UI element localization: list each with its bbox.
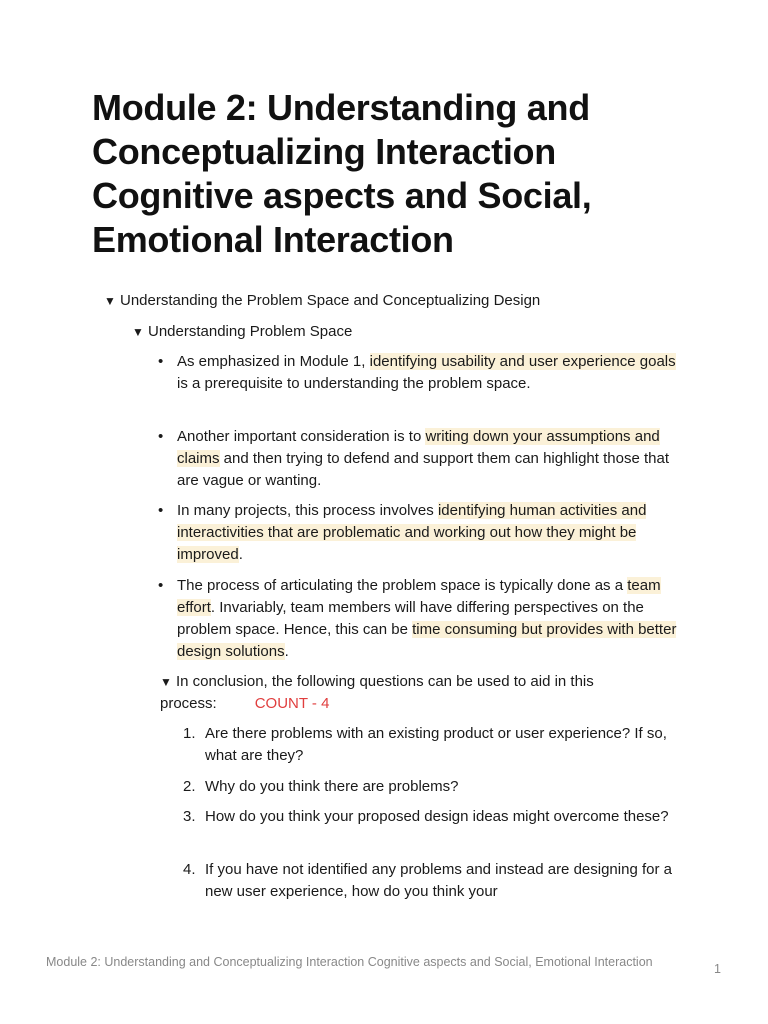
triangle-down-icon[interactable]: ▼ xyxy=(160,675,172,689)
question-text: If you have not identified any problems and instead are designing for a new user experience, how do you think your xyxy=(205,861,672,900)
count-label: COUNT - 4 xyxy=(254,695,330,712)
question-text: Are there problems with an existing product or user experience? If so, what are they? xyxy=(205,725,667,764)
page-footer: Module 2: Understanding and Conceptualizing Interaction Cognitive aspects and Social, Emotional Interaction xyxy=(46,955,653,969)
bullet-dot-icon: • xyxy=(158,353,164,370)
text-run: Another important consideration is to xyxy=(177,428,426,445)
highlight: writing down your assumptions and claims xyxy=(177,428,660,467)
page-title: Module 2: Understanding and Conceptualizing Interaction Cognitive aspects and Social, Emotional Interaction xyxy=(92,87,592,260)
text-run: The process of articulating the problem space is typically done as a xyxy=(177,577,628,594)
item-number: 2. xyxy=(183,778,196,795)
list-item-text xyxy=(177,351,677,395)
text-run: and then trying to defend and support them can highlight those that are vague or wanting. xyxy=(177,450,669,489)
item-number: 3. xyxy=(183,808,196,825)
text-run: . Invariably, team members will have differing perspectives on the problem space. Hence, this can be xyxy=(177,599,644,638)
bullet-dot-icon: • xyxy=(158,428,164,445)
list-item-text xyxy=(177,575,677,663)
toggle-problem-space-design[interactable] xyxy=(104,290,540,312)
list-item-text xyxy=(177,500,677,566)
list-item-text xyxy=(177,426,677,492)
highlight: identifying human activities and interactivities that are problematic and working out how they might be improved xyxy=(177,502,647,563)
highlight: team effort xyxy=(177,577,661,616)
triangle-down-icon[interactable]: ▼ xyxy=(132,325,144,339)
toggle-understanding-problem-space[interactable] xyxy=(132,321,352,343)
text-run: As emphasized in Module 1, xyxy=(177,353,370,370)
text-run: . xyxy=(238,546,243,563)
page-number: 1 xyxy=(714,962,721,976)
text-run: . xyxy=(284,643,289,660)
item-number: 4. xyxy=(183,861,196,878)
bullet-dot-icon: • xyxy=(158,577,164,594)
bullet-dot-icon: • xyxy=(158,502,164,519)
question-text: How do you think your proposed design ideas might overcome these? xyxy=(205,808,669,825)
text-run: In many projects, this process involves xyxy=(177,502,438,519)
triangle-down-icon[interactable]: ▼ xyxy=(104,294,116,308)
highlight: time consuming but provides with better design solutions xyxy=(177,621,677,660)
highlight: identifying usability and user experience goals xyxy=(369,353,676,370)
item-number: 1. xyxy=(183,725,196,742)
question-text: Why do you think there are problems? xyxy=(205,778,459,795)
toggle-label: Understanding the Problem Space and Conceptualizing Design xyxy=(120,292,541,309)
text-run: is a prerequisite to understanding the problem space. xyxy=(177,375,531,392)
toggle-label: In conclusion, the following questions can be used to aid in this process: xyxy=(160,673,594,712)
toggle-conclusion[interactable] xyxy=(160,671,660,715)
toggle-label: Understanding Problem Space xyxy=(148,323,353,340)
